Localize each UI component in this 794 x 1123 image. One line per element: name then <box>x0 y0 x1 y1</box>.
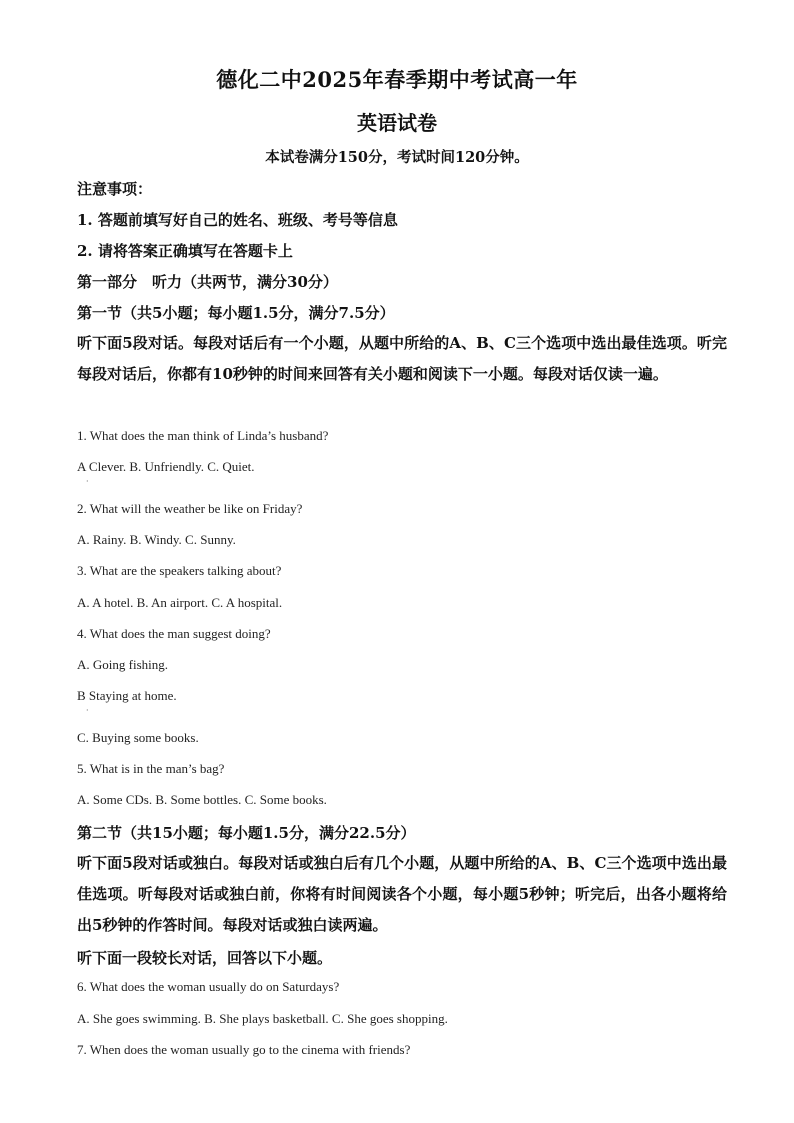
notes-heading: 注意事项： <box>77 180 153 198</box>
question-2-options: A. Rainy. B. Windy. C. Sunny. <box>77 532 236 547</box>
exam-title: 德化二中2025年春季期中考试高一年 <box>216 67 578 92</box>
question-3: 3. What are the speakers talking about? <box>77 563 282 578</box>
note-item: 1. 答题前填写好自己的姓名、班级、考号等信息 <box>77 211 398 229</box>
question-2: 2. What will the weather be like on Friday? <box>77 501 303 516</box>
question-4-option-c: C. Buying some books. <box>77 730 199 745</box>
question-5: 5. What is in the man’s bag? <box>77 761 225 776</box>
section2-title: 第二节（共15小题；每小题1.5分，满分22.5分） <box>77 824 416 842</box>
question-3-options: A. A hotel. B. An airport. C. A hospital. <box>77 595 283 610</box>
question-4: 4. What does the man suggest doing? <box>77 626 271 641</box>
section2-instructions: 听下面5段对话或独白。每段对话或独白后有几个小题，从题中所给的A、B、C三个选项中选出最佳选项。听每段对话或独白前，你将有时间阅读各个小题，每小题5秒钟；听完后，出各小题将给出5秒钟的作答时间。每段对话或独白读两遍。 <box>77 854 727 934</box>
part1-title: 第一部分 听力（共两节，满分30分） <box>77 273 338 291</box>
question-7: 7. When does the woman usually go to the cinema with friends? <box>77 1042 411 1057</box>
question-1-options: A Clever. B. Unfriendly. C. Quiet. <box>77 459 255 474</box>
stray-dot: · <box>86 477 89 486</box>
exam-subject: 英语试卷 <box>357 111 437 135</box>
stray-dot: · <box>86 706 89 715</box>
question-6: 6. What does the woman usually do on Saturdays? <box>77 979 340 994</box>
question-4-option-a: A. Going fishing. <box>77 657 168 672</box>
question-4-option-b: B Staying at home. <box>77 688 177 703</box>
section2-sub: 听下面一段较长对话，回答以下小题。 <box>77 949 333 967</box>
section1-instructions: 听下面5段对话。每段对话后有一个小题，从题中所给的A、B、C三个选项中选出最佳选项。听完每段对话后，你都有10秒钟的时间来回答有关小题和阅读下一小题。每段对话仅读一遍。 <box>77 334 727 383</box>
question-1: 1. What does the man think of Linda’s husband? <box>77 428 329 443</box>
question-5-options: A. Some CDs. B. Some bottles. C. Some books. <box>77 792 327 807</box>
question-6-options: A. She goes swimming. B. She plays basketball. C. She goes shopping. <box>77 1011 448 1026</box>
exam-info: 本试卷满分150分，考试时间120分钟。 <box>265 149 529 166</box>
section1-title: 第一节（共5小题；每小题1.5分，满分7.5分） <box>77 304 395 322</box>
note-item: 2. 请将答案正确填写在答题卡上 <box>77 242 293 260</box>
